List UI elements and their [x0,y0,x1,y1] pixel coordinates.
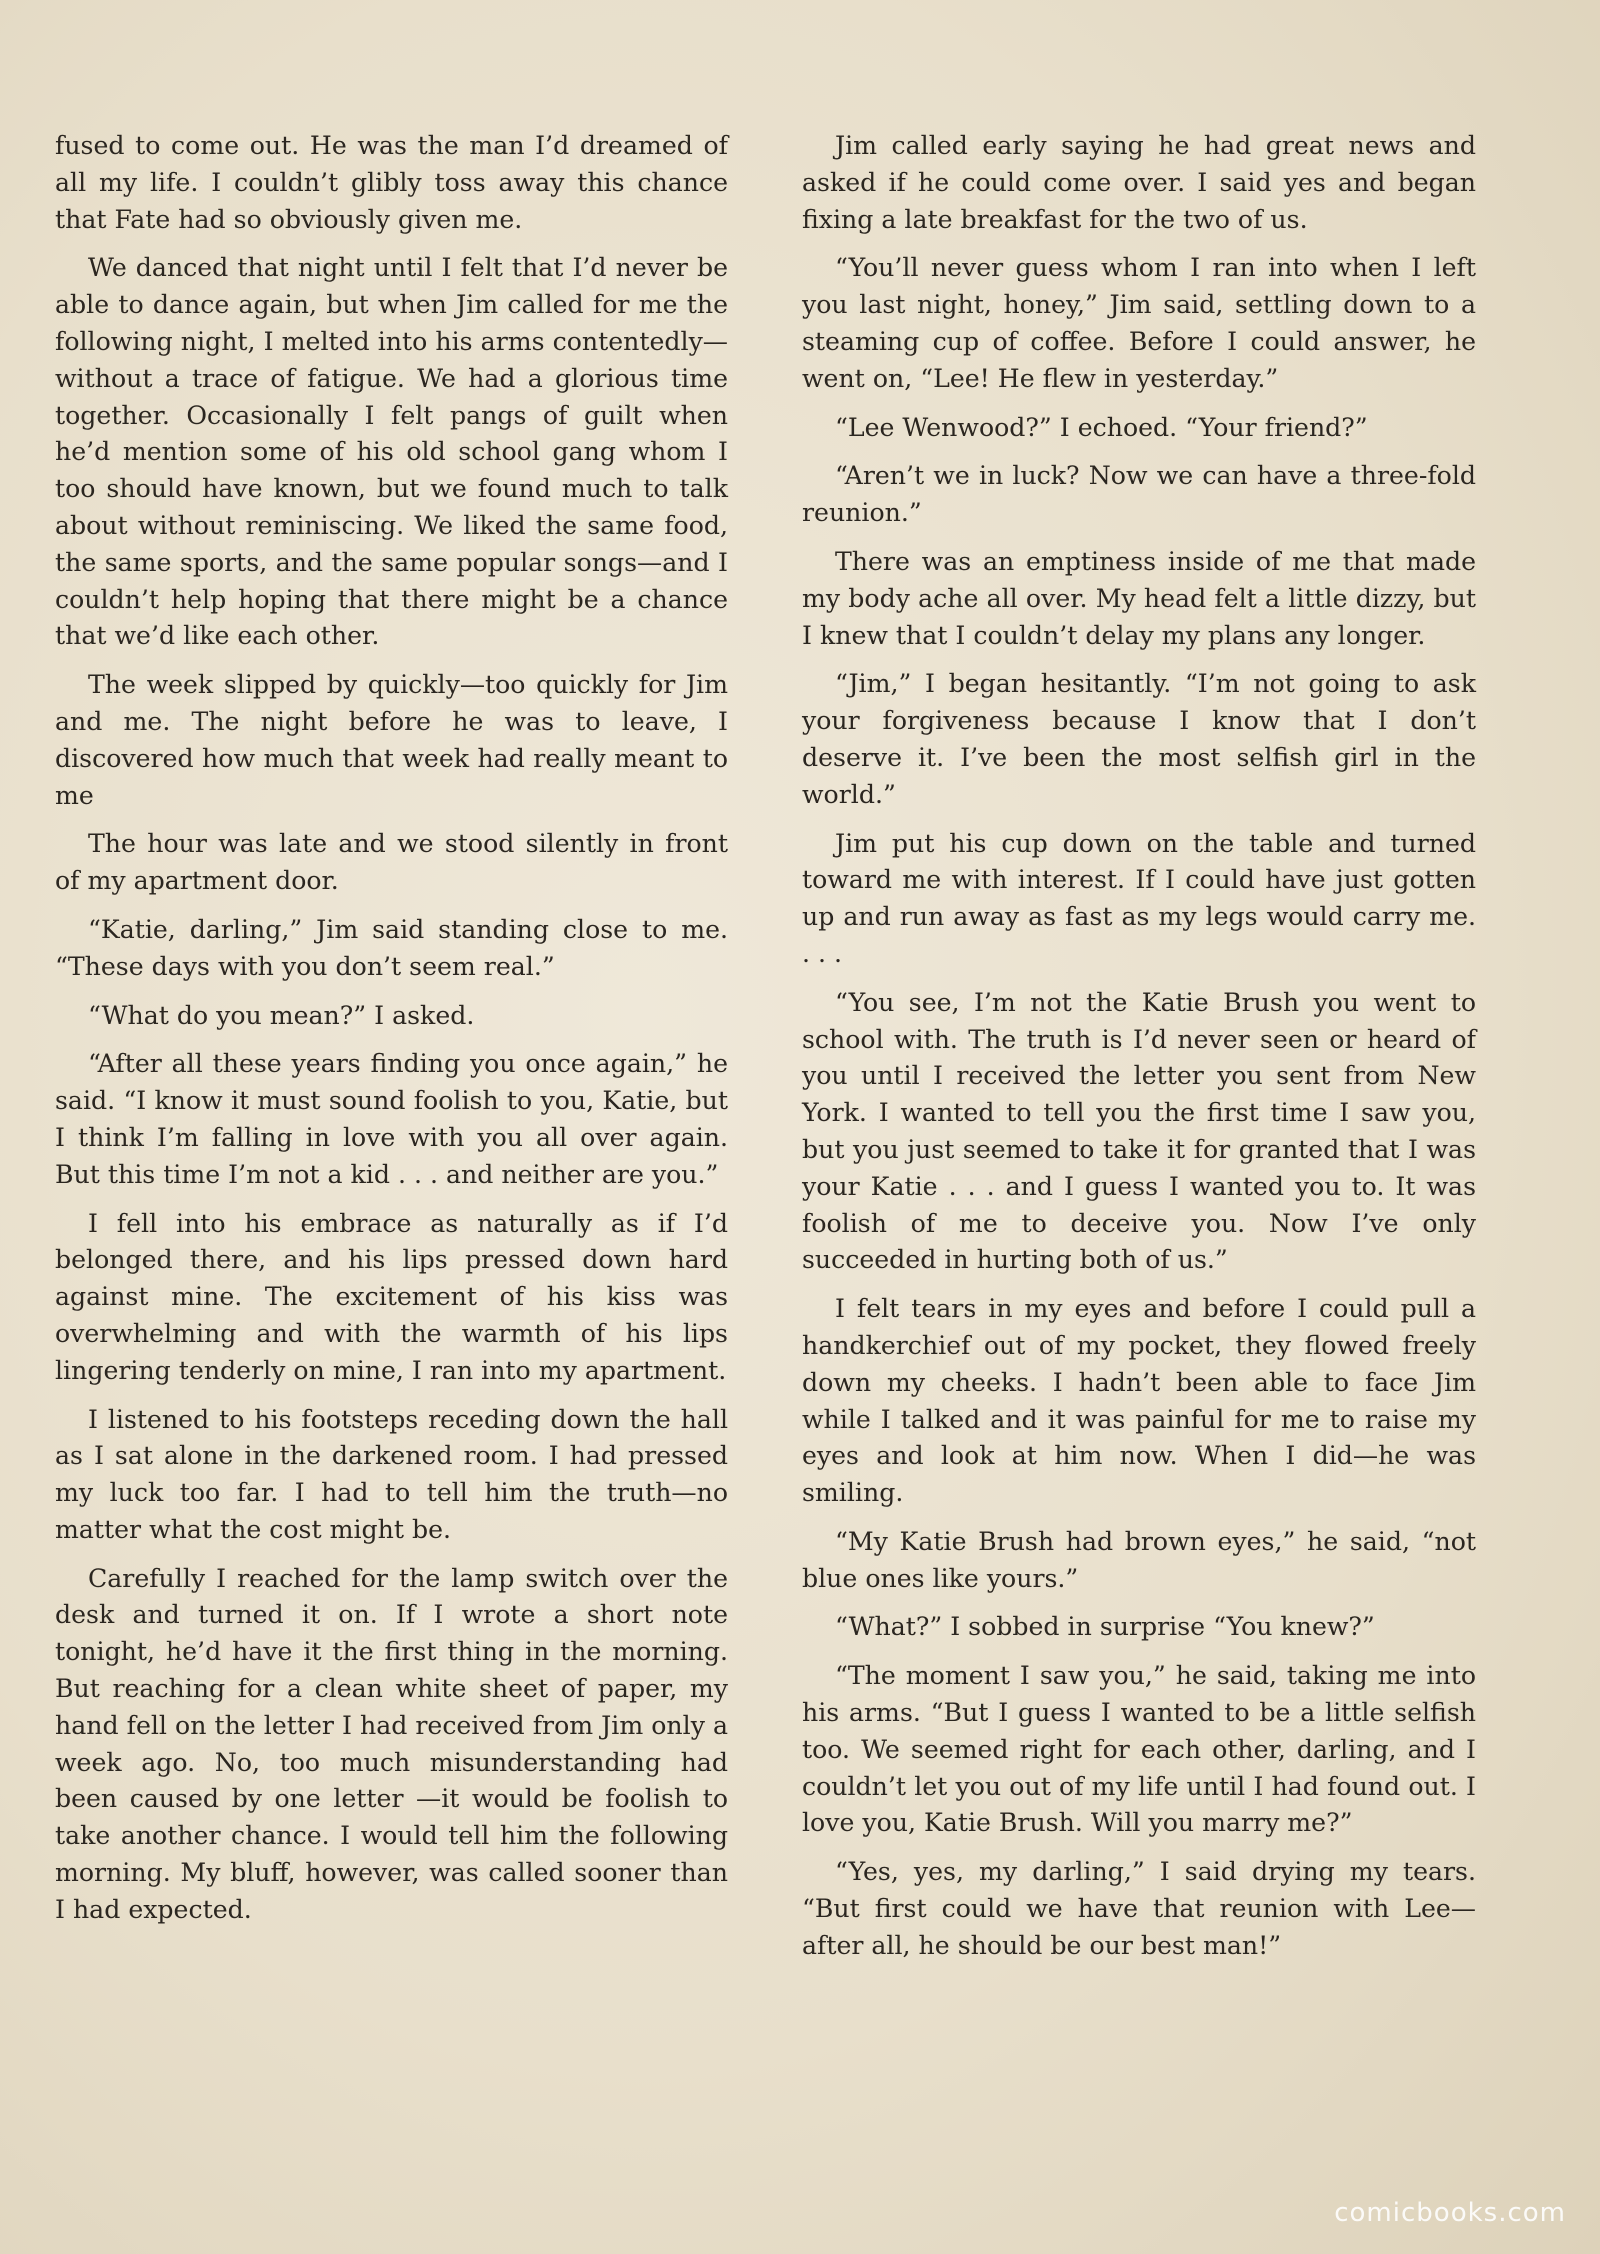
paragraph: “You’ll never guess whom I ran into when I left you last night, honey,” Jim said, settling down to a steaming cup of coffee. Before I could answer, he went on, “Lee! He flew in yesterday.” [802,253,1476,393]
paragraph: “My Katie Brush had brown eyes,” he said, “not blue ones like yours.” [802,1526,1476,1593]
left-text-column [55,128,728,1941]
paragraph: “You see, I’m not the Katie Brush you went to school with. The truth is I’d never seen or heard of you until I received the letter you sent from New York. I wanted to tell you the first time I saw you, but you just seemed to take it for granted that I was your Katie . . . and I guess I wanted you to. It was foolish of me to deceive you. Now I’ve only succeeded in hurting both of us.” [802,987,1476,1275]
paragraph: “After all these years finding you once again,” he said. “I know it must sound foolish to you, Katie, but I think I’m falling in love with you all over again. But this time I’m not a kid . . . and neither are you.” [55,1049,728,1189]
paragraph: “The moment I saw you,” he said, taking me into his arms. “But I guess I wanted to be a little selfish too. We seemed right for each other, darling, and I couldn’t let you out of my life until I had found out. I love you, Katie Brush. Will you marry me?” [802,1661,1476,1838]
paragraph: “Aren’t we in luck? Now we can have a three-fold reunion.” [802,461,1476,528]
paragraph: We danced that night until I felt that I’d never be able to dance again, but when Jim called for me the following night, I melted into his arms contentedly—without a trace of fatigue. We had a glorious time together. Occasionally I felt pangs of guilt when he’d mention some of his old school gang whom I too should have known, but we found much to talk about without reminiscing. We liked the same food, the same sports, and the same popular songs—and I couldn’t help hoping that there might be a chance that we’d like each other. [55,253,728,651]
paragraph: I felt tears in my eyes and before I could pull a handkerchief out of my pocket, they flowed freely down my cheeks. I hadn’t been able to face Jim while I talked and it was painful for me to raise my eyes and look at him now. When I did—he was smiling. [802,1294,1476,1508]
paragraph: The week slipped by quickly—too quickly for Jim and me. The night before he was to leave, I discovered how much that week had really meant to me [55,670,728,810]
paragraph: fused to come out. He was the man I’d dreamed of all my life. I couldn’t glibly toss away this chance that Fate had so obviously given me. [55,131,728,234]
site-watermark: comicbooks.com [1334,2198,1566,2228]
paragraph: There was an emptiness inside of me that made my body ache all over. My head felt a little dizzy, but I knew that I couldn’t delay my plans any longer. [802,546,1476,650]
paragraph: I fell into his embrace as naturally as if I’d belonged there, and his lips pressed down hard against mine. The excitement of his kiss was overwhelming and with the warmth of his lips lingering tenderly on mine, I ran into my apartment. [55,1208,728,1385]
paragraph: “Yes, yes, my darling,” I said drying my tears. “But first could we have that reunion with Lee—after all, he should be our best man!” [802,1857,1476,1960]
paragraph: Jim called early saying he had great news and asked if he could come over. I said yes and began fixing a late breakfast for the two of us. [802,131,1476,234]
paragraph: “What do you mean?” I asked. [88,1000,475,1030]
paragraph: The hour was late and we stood silently in front of my apartment door. [55,829,728,896]
paragraph: Carefully I reached for the lamp switch over the desk and turned it on. If I wrote a short note tonight, he’d have it the first thing in the morning. But reaching for a clean white sheet of paper, my hand fell on the letter I had received from Jim only a week ago. No, too much misunderstanding had been caused by one letter —it would be foolish to take another chance. I would tell him the following morning. My bluff, however, was called sooner than I had expected. [55,1563,728,1924]
paragraph: “Jim,” I began hesitantly. “I’m not going to ask your forgiveness because I know that I don’t deserve it. I’ve been the most selfish girl in the world.” [802,669,1476,809]
right-text-column [802,128,1476,1977]
paragraph: I listened to his footsteps receding down the hall as I sat alone in the darkened room. I had pressed my luck too far. I had to tell him the truth—no matter what the cost might be. [55,1404,728,1544]
paragraph: Jim put his cup down on the table and turned toward me with interest. If I could have just gotten up and run away as fast as my legs would carry me. . . . [802,828,1476,968]
paragraph: “Lee Wenwood?” I echoed. “Your friend?” [835,412,1368,442]
paragraph: “Katie, darling,” Jim said standing close to me. “These days with you don’t seem real.” [55,914,728,981]
paragraph: “What?” I sobbed in surprise “You knew?” [835,1612,1375,1642]
